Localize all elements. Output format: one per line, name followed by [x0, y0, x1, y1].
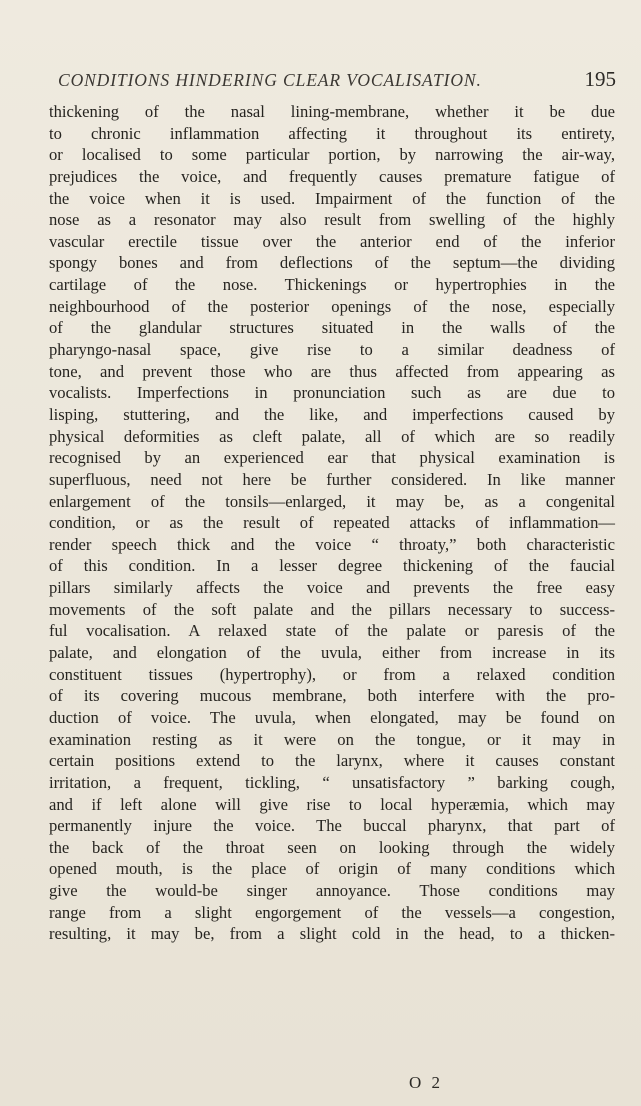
text-line: pharyngo-nasal space, give rise to a similar deadness of [49, 340, 615, 360]
text-line: cartilage of the nose. Thickenings or hypertrophies in the [49, 275, 615, 295]
text-line: superfluous, need not here be further considered. In like manner [49, 469, 615, 489]
text-line: lisping, stuttering, and the like, and imperfections caused by [49, 404, 615, 424]
text-line: condition, or as the result of repeated attacks of inflammation— [49, 513, 615, 533]
text-line: physical deformities as cleft palate, all of which are so readily [49, 426, 615, 446]
text-line: or localised to some particular portion, by narrowing the air-way, [49, 145, 615, 165]
text-line: recognised by an experienced ear that physical examination is [49, 448, 615, 468]
text-line: range from a slight engorgement of the vessels—a congestion, [49, 902, 615, 922]
text-line: spongy bones and from deflections of the septum—the dividing [49, 253, 615, 273]
text-line: render speech thick and the voice “ throaty,” both characteristic [49, 534, 615, 554]
running-title: CONDITIONS HINDERING CLEAR VOCALISATION. [58, 70, 482, 90]
text-line: opened mouth, is the place of origin of many conditions which [49, 859, 615, 879]
text-line: certain positions extend to the larynx, where it causes constant [49, 751, 615, 771]
text-line: give the would-be singer annoyance. Those conditions may [49, 881, 615, 901]
body-text [49, 101, 615, 945]
text-line: vocalists. Imperfections in pronunciation such as are due to [49, 383, 615, 403]
text-line: prejudices the voice, and frequently causes premature fatigue of [49, 166, 615, 186]
text-line: tone, and prevent those who are thus affected from appearing as [49, 361, 615, 381]
text-line: the voice when it is used. Impairment of the function of the [49, 188, 615, 208]
text-line: constituent tissues (hypertrophy), or from a relaxed condition [49, 664, 615, 684]
text-line: the back of the throat seen on looking through the widely [49, 837, 615, 857]
text-line: ful vocalisation. A relaxed state of the palate or paresis of the [49, 621, 615, 641]
text-line: of its covering mucous membrane, both interfere with the pro- [49, 686, 615, 706]
text-line: and if left alone will give rise to local hyperæmia, which may [49, 794, 615, 814]
text-line: movements of the soft palate and the pillars necessary to success- [49, 599, 615, 619]
text-line: to chronic inflammation affecting it throughout its entirety, [49, 123, 615, 143]
text-line: resulting, it may be, from a slight cold in the head, to a thicken- [49, 924, 615, 944]
signature-mark: O 2 [409, 1073, 444, 1092]
text-line: nose as a resonator may also result from swelling of the highly [49, 210, 615, 230]
text-line: duction of voice. The uvula, when elongated, may be found on [49, 707, 615, 727]
text-line: pillars similarly affects the voice and prevents the free easy [49, 578, 615, 598]
text-line: permanently injure the voice. The buccal pharynx, that part of [49, 816, 615, 836]
text-line: palate, and elongation of the uvula, either from increase in its [49, 643, 615, 663]
text-line: neighbourhood of the posterior openings of the nose, especially [49, 296, 615, 316]
text-line: examination resting as it were on the tongue, or it may in [49, 729, 615, 749]
text-line: enlargement of the tonsils—enlarged, it may be, as a congenital [49, 491, 615, 511]
text-line: of this condition. In a lesser degree thickening of the faucial [49, 556, 615, 576]
page-number: 195 [584, 67, 616, 91]
text-line: irritation, a frequent, tickling, “ unsatisfactory ” barking cough, [49, 772, 615, 792]
text-line: thickening of the nasal lining-membrane, whether it be due [49, 102, 615, 121]
running-head [58, 67, 616, 94]
text-line: of the glandular structures situated in the walls of the [49, 318, 615, 338]
text-line: vascular erectile tissue over the anterior end of the inferior [49, 231, 615, 251]
